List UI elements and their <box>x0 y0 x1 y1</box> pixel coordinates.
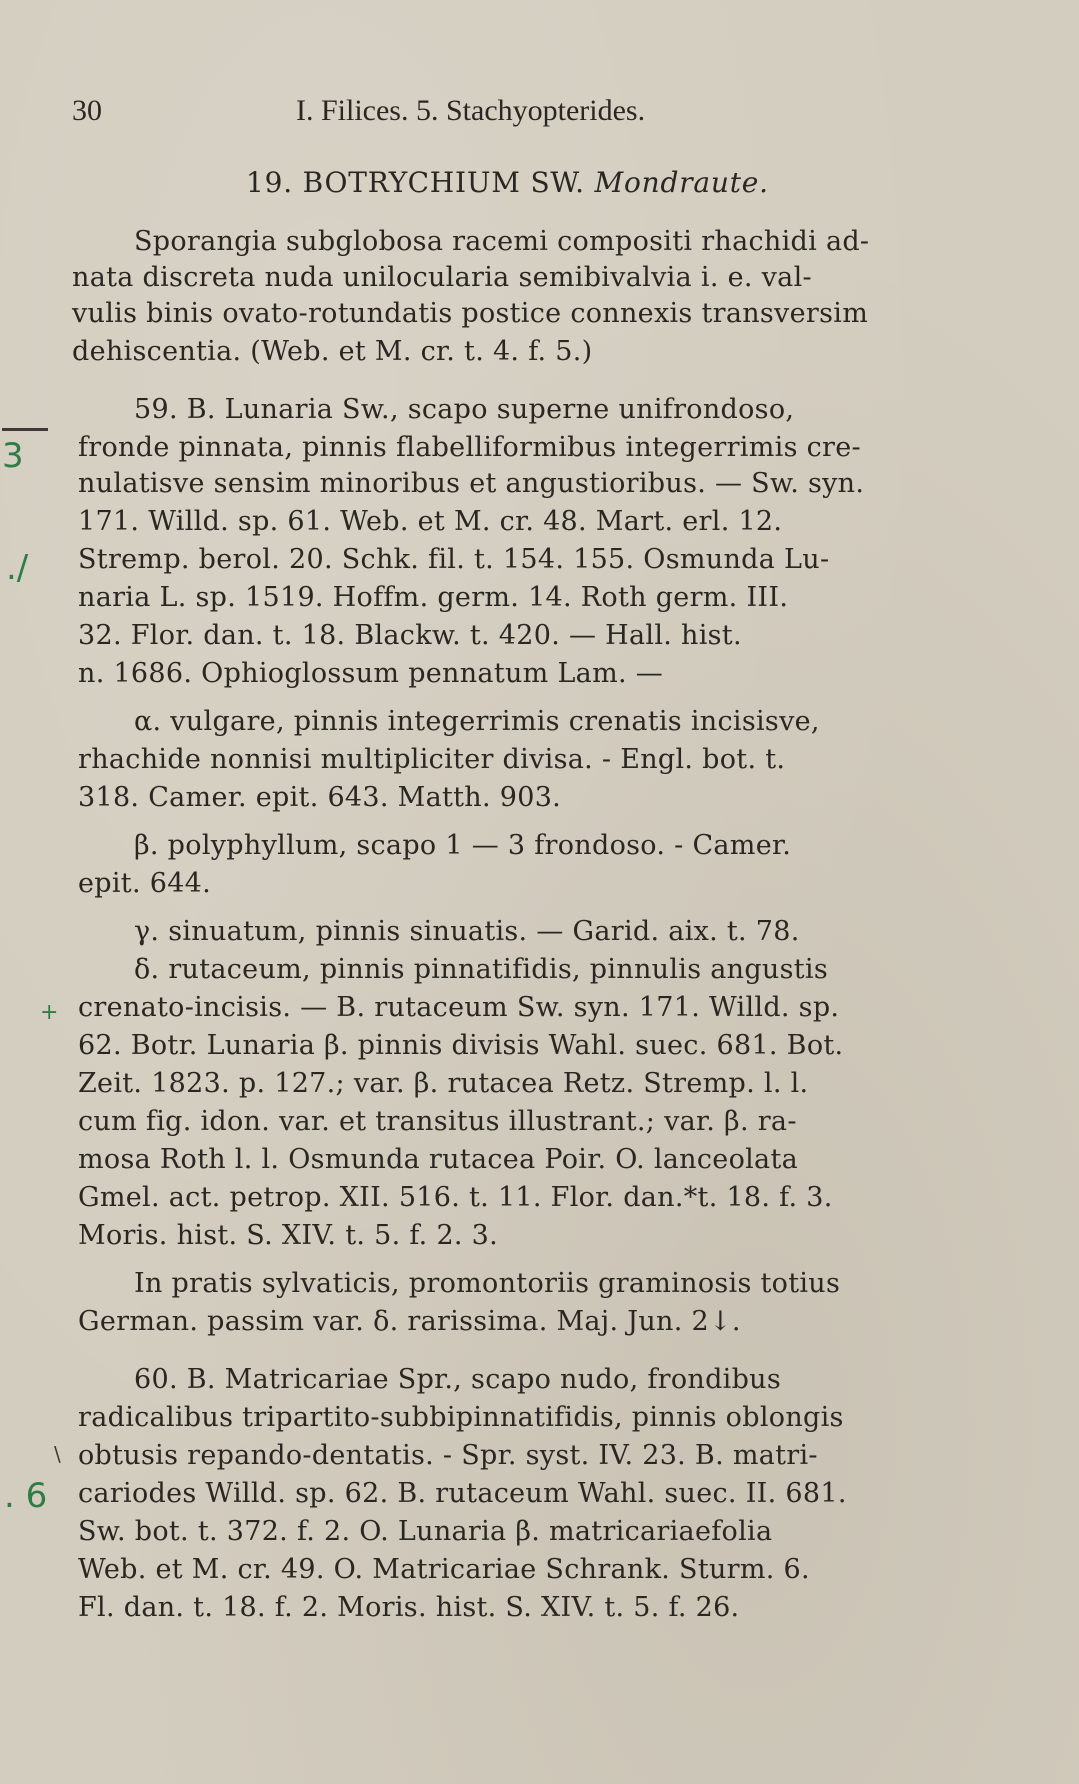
running-head: I. Filices. 5. Stachyopterides. <box>296 94 646 127</box>
genus-vernacular-name: Mondraute. <box>594 166 769 199</box>
text-line: Web. et M. cr. 49. O. Matricariae Schrank. Sturm. 6. <box>78 1554 810 1585</box>
species-59-heading: 59. B. Lunaria Sw., scapo superne unifrondoso, <box>134 394 795 425</box>
text-line: cum fig. idon. var. et transitus illustrant.; var. β. ra- <box>78 1106 797 1137</box>
text-line: Moris. hist. S. XIV. t. 5. f. 2. 3. <box>78 1220 499 1251</box>
text-line: mosa Roth l. l. Osmunda rutacea Poir. O. lanceolata <box>78 1144 799 1175</box>
text-line: vulis binis ovato-rotundatis postice connexis transversim <box>72 298 869 329</box>
text-line: 62. Botr. Lunaria β. pinnis divisis Wahl. suec. 681. Bot. <box>78 1030 844 1061</box>
text-line: epit. 644. <box>78 868 212 899</box>
text-line: 32. Flor. dan. t. 18. Blackw. t. 420. — Hall. hist. <box>78 620 742 651</box>
species-60-heading: 60. B. Matricariae Spr., scapo nudo, frondibus <box>134 1364 782 1395</box>
text-line: cariodes Willd. sp. 62. B. rutaceum Wahl. suec. II. 681. <box>78 1478 847 1509</box>
margin-note-60: . 6 <box>4 1476 48 1516</box>
text-line: obtusis repando-dentatis. - Spr. syst. IV. 23. B. matri- <box>78 1440 818 1471</box>
text-line: nata discreta nuda unilocularia semibivalvia i. e. val- <box>72 262 812 293</box>
text-line: naria L. sp. 1519. Hoffm. germ. 14. Roth germ. III. <box>78 582 789 613</box>
text-line: Sporangia subglobosa racemi compositi rhachidi ad- <box>134 226 870 257</box>
margin-note-plus: + <box>40 1000 59 1025</box>
margin-note-slash: ./ <box>6 548 29 588</box>
variety-beta: β. polyphyllum, scapo 1 — 3 frondoso. - Camer. <box>134 830 792 861</box>
text-line: n. 1686. Ophioglossum pennatum Lam. — <box>78 658 664 689</box>
text-line: crenato-incisis. — B. rutaceum Sw. syn. 171. Willd. sp. <box>78 992 840 1023</box>
habitat-line: In pratis sylvaticis, promontoriis graminosis totius <box>134 1268 841 1299</box>
text-line: dehiscentia. (Web. et M. cr. t. 4. f. 5.) <box>72 336 593 367</box>
text-line: German. passim var. δ. rarissima. Maj. Jun. 2↓. <box>78 1306 741 1337</box>
text-line: Stremp. berol. 20. Schk. fil. t. 154. 155. Osmunda Lu- <box>78 544 830 575</box>
margin-note-59: 3 <box>2 436 24 476</box>
text-line: Sw. bot. t. 372. f. 2. O. Lunaria β. matricariaefolia <box>78 1516 773 1547</box>
text-line: nulatisve sensim minoribus et angustioribus. — Sw. syn. <box>78 468 865 499</box>
text-line: Zeit. 1823. p. 127.; var. β. rutacea Retz. Stremp. l. l. <box>78 1068 809 1099</box>
variety-delta: δ. rutaceum, pinnis pinnatifidis, pinnulis angustis <box>134 954 828 985</box>
text-line: 318. Camer. epit. 643. Matth. 903. <box>78 782 562 813</box>
margin-tick <box>2 428 48 431</box>
margin-note-backslash: \ <box>54 1442 61 1466</box>
text-line: radicalibus tripartito-subbipinnatifidis, pinnis oblongis <box>78 1402 844 1433</box>
variety-gamma: γ. sinuatum, pinnis sinuatis. — Garid. aix. t. 78. <box>134 916 800 947</box>
text-line: fronde pinnata, pinnis flabelliformibus integerrimis cre- <box>78 432 861 463</box>
genus-heading <box>246 166 769 199</box>
page-number: 30 <box>72 94 102 127</box>
genus-title: 19. BOTRYCHIUM SW. <box>246 166 585 199</box>
text-line: rhachide nonnisi multipliciter divisa. - Engl. bot. t. <box>78 744 786 775</box>
variety-alpha: α. vulgare, pinnis integerrimis crenatis incisisve, <box>134 706 820 737</box>
text-line: 171. Willd. sp. 61. Web. et M. cr. 48. Mart. erl. 12. <box>78 506 783 537</box>
text-line: Fl. dan. t. 18. f. 2. Moris. hist. S. XIV. t. 5. f. 26. <box>78 1592 740 1623</box>
text-line: Gmel. act. petrop. XII. 516. t. 11. Flor. dan.*t. 18. f. 3. <box>78 1182 833 1213</box>
